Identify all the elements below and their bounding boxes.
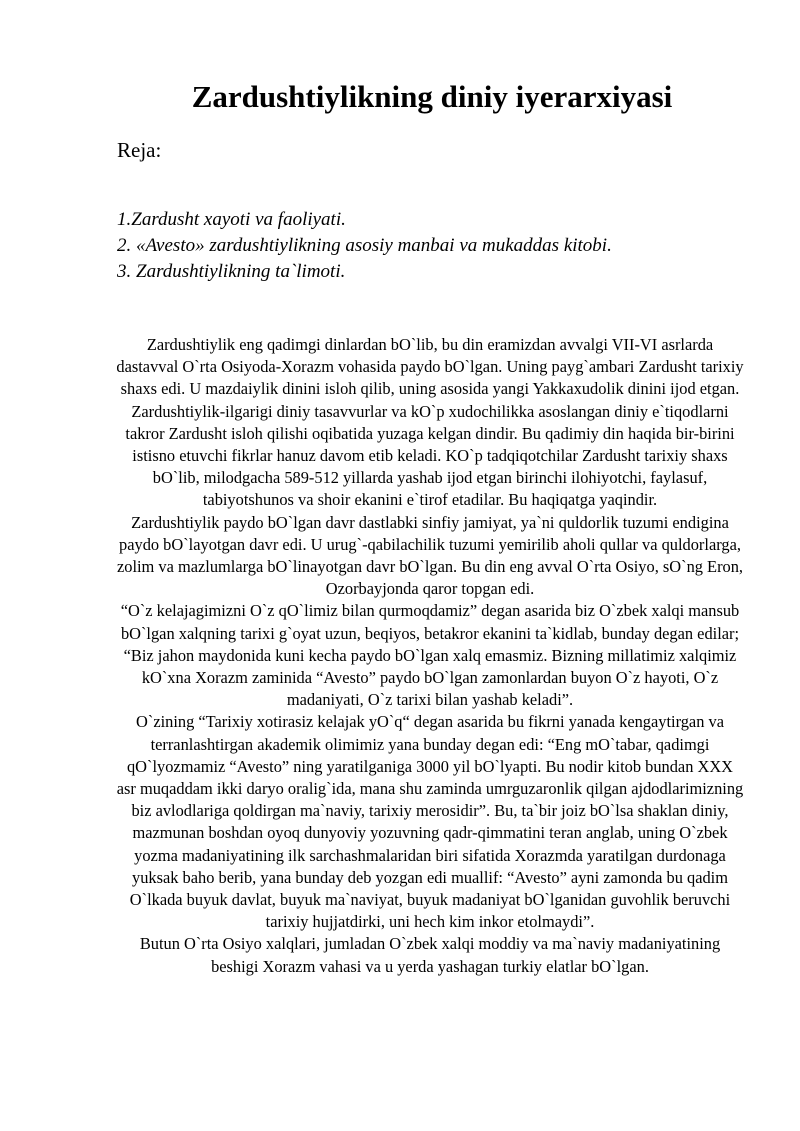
paragraph: O`zining “Tarixiy xotirasiz kelajak yO`q“ degan asarida bu fikrni yanada kengaytirgan va terranlashtirgan akademik olimimiz yana bunday degan edi: “Eng mO`tabar, qadimgi qO`lyozmamiz “Avesto” ning yaratilganiga 3000 yil bO`lyapti. Bu nodir kitob bundan XXX asr muqaddam ikki daryo oralig`ida, mana shu zaminda umrguzaronlik qilgan ajdodlarimizning biz avlodlariga qoldirgan ma`naviy, tarixiy merosidir”. Bu, ta`bir joiz bO`lsa shaklan diniy, mazmunan boshdan oyoq dunyoviy yozuvning qadr-qimmatini teran anglab, uning O`zbek yozma madaniyatining ilk sarchashmalaridan biri sifatida Xorazmda yaratilgan durdonaga yuksak baho berib, yana bunday deb yozgan edi muallif: “Avesto” ayni zamonda bu qadim O`lkada buyuk davlat, buyuk ma`naviyat, buyuk madaniyat bO`lganidan guvohlik beruvchi tarixiy hujjatdirki, uni hech kim inkor etolmaydi”. xyxy=(116,712,744,932)
plan-item: 2. «Avesto» zardushtiylikning asosiy manbai va mukaddas kitobi. xyxy=(117,235,612,256)
paragraph: Zardushtiylik paydo bO`lgan davr dastlabki sinfiy jamiyat, ya`ni quldorlik tuzumi endigina paydo bO`layotgan davr edi. U urug`-qabilachilik tuzumi yemirilib aholi qullar va quldorlarga, zolim va mazlumlarga bO`linayotgan davr bO`lgan. Bu din eng avval O`rta Osiyo, sO`ng Eron, Ozorbayjonda qaror topgan edi. xyxy=(116,512,744,599)
plan-item: 1.Zardusht xayoti va faoliyati. xyxy=(117,209,346,230)
plan-item: 3. Zardushtiylikning ta`limoti. xyxy=(117,261,346,282)
paragraph: Zardushtiylik eng qadimgi dinlardan bO`lib, bu din eramizdan avvalgi VII-VI asrlarda dastavval O`rta Osiyoda-Xorazm vohasida paydo bO`lgan. Uning payg`ambari Zardusht tarixiy shaxs edi. U mazdaiylik dinini isloh qilib, uning asosida yangi Yakkaxudolik dinini ijod etgan. xyxy=(116,335,744,399)
paragraph: Zardushtiylik-ilgarigi diniy tasavvurlar va kO`p xudochilikka asoslangan diniy e`tiqodlarni takror Zardusht isloh qilishi oqibatida yuzaga kelgan dindir. Bu qadimiy din haqida bir-birini istisno etuvchi fikrlar hanuz davom etib keladi. KO`p tadqiqotchilar Zardusht tarixiy shaxs bO`lib, milodgacha 589-512 yillarda yashab ijod etgan birinchi ilohiyotchi, faylasuf, tabiyotshunos va shoir ekanini e`tirof etadilar. Bu haqiqatga yaqindir. xyxy=(125,401,735,510)
plan-list xyxy=(117,207,612,285)
paragraph: Butun O`rta Osiyo xalqlari, jumladan O`zbek xalqi moddiy va ma`naviy madaniyatining beshigi Xorazm vahasi va u yerda yashagan turkiy elatlar bO`lgan. xyxy=(139,934,721,976)
paragraph: “O`z kelajagimizni O`z qO`limiz bilan qurmoqdamiz” degan asarida biz O`zbek xalqi mansub bO`lgan xalqning tarixi g`oyat uzun, beqiyos, betakror ekanini ta`kidlab, bunday degan edilar; “Biz jahon maydonida kuni kecha paydo bO`lgan xalq emasmiz. Bizning millatimiz xalqimiz kO`xna Xorazm zaminida “Avesto” paydo bO`lgan zamonlardan buyon O`z hayoti, O`z madaniyati, O`z tarixi bilan yashab keladi”. xyxy=(120,601,740,710)
plan-heading: Reja: xyxy=(117,138,162,162)
page-title: Zardushtiylikning diniy iyerarxiyasi xyxy=(191,79,673,114)
body-text xyxy=(116,334,744,978)
